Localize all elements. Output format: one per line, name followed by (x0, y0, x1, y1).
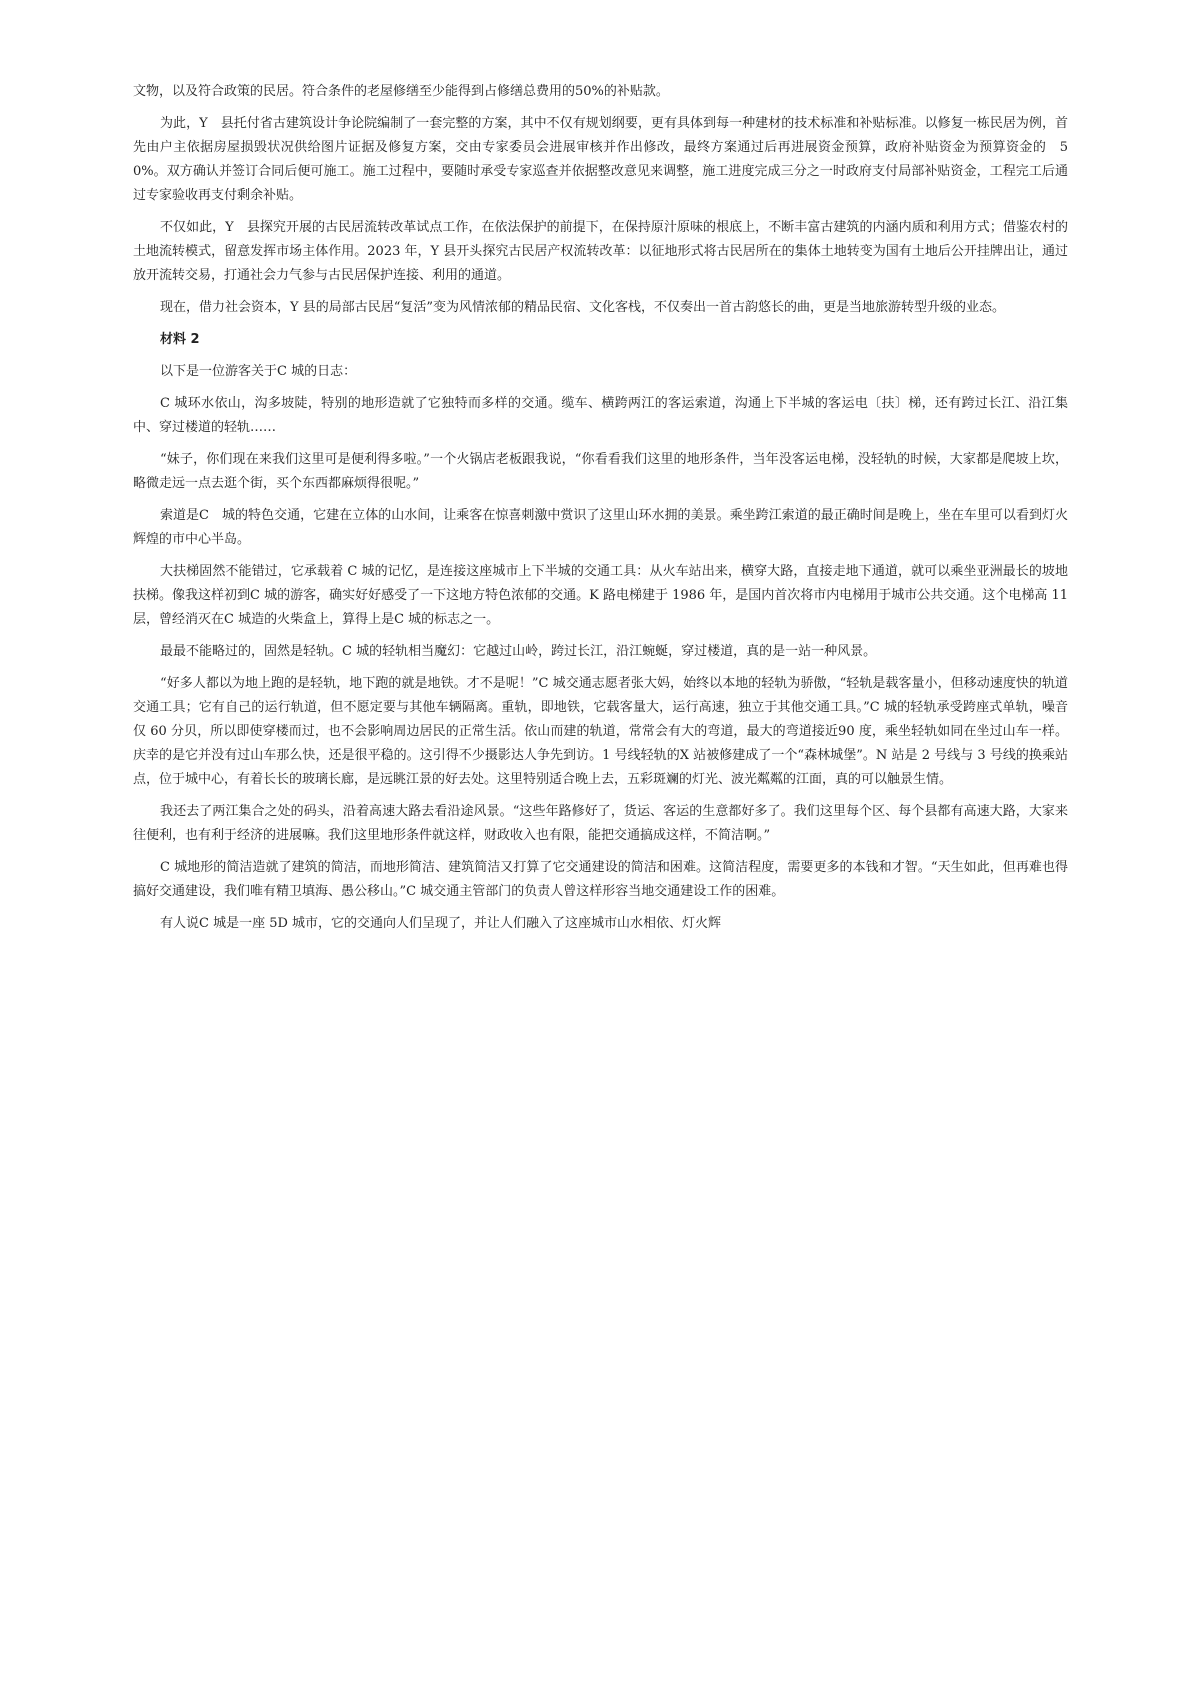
paragraph: 我还去了两江集合之处的码头，沿着高速大路去看沿途风景。“这些年路修好了，货运、客运的生意都好多了。我们这里每个区、每个县都有高速大路，大家来往便利，也有利于经济的进展嘛。我们这里地形条件就这样，财政收入也有限，能把交通搞成这样，不简洁啊。” (133, 804, 1068, 843)
paragraph: 不仅如此，Y 县探究开展的古民居流转改革试点工作，在依法保护的前提下，在保持原汁原味的根底上，不断丰富古建筑的内涵内质和利用方式；借鉴农村的土地流转模式，留意发挥市场主体作用。2023 年，Y 县开头探究古民居产权流转改革：以征地形式将古民居所在的集体土地转变为国有土地后公开挂牌出让，通过放开流转交易，打通社会力气参与古民居保护连接、利用的通道。 (133, 220, 1068, 283)
section-heading: 材料 2 (160, 332, 200, 347)
paragraph: 大扶梯固然不能错过，它承载着 C 城的记忆，是连接这座城市上下半城的交通工具：从火车站出来，横穿大路，直接走地下通道，就可以乘坐亚洲最长的坡地扶梯。像我这样初到C 城的游客，确实好好感受了一下这地方特色浓郁的交通。K 路电梯建于 1986 年，是国内首次将市内电梯用于城市公共交通。这个电梯高 11 层，曾经消灭在C 城造的火柴盒上，算得上是C 城的标志之一。 (133, 564, 1068, 627)
paragraph: 为此，Y 县托付省古建筑设计争论院编制了一套完整的方案，其中不仅有规划纲要，更有具体到每一种建材的技术标准和补贴标准。以修复一栋民居为例，首先由户主依据房屋损毁状况供给图片证据及修复方案，交由专家委员会进展审核并作出修改，最终方案通过后再进展资金预算，政府补贴资金为预算资金的 50%。双方确认并签订合同后便可施工。施工过程中，要随时承受专家巡查并依据整改意见来调整，施工进度完成三分之一时政府支付局部补贴资金，工程完工后通过专家验收再支付剩余补贴。 (133, 116, 1068, 203)
paragraph: 文物，以及符合政策的民居。符合条件的老屋修缮至少能得到占修缮总费用的50%的补贴款。 (133, 84, 669, 99)
document-body (133, 80, 1068, 944)
paragraph: 以下是一位游客关于C 城的日志： (160, 364, 357, 379)
paragraph: 有人说C 城是一座 5D 城市，它的交通向人们呈现了，并让人们融入了这座城市山水相依、灯火辉 (160, 916, 722, 931)
paragraph: 最最不能略过的，固然是轻轨。C 城的轻轨相当魔幻：它越过山岭，跨过长江，沿江蜿蜒，穿过楼道，真的是一站一种风景。 (160, 644, 877, 659)
paragraph: 现在，借力社会资本，Y 县的局部古民居“复活”变为风情浓郁的精品民宿、文化客栈，不仅奏出一首古韵悠长的曲，更是当地旅游转型升级的业态。 (160, 300, 1006, 315)
paragraph: “好多人都以为地上跑的是轻轨，地下跑的就是地铁。才不是呢！”C 城交通志愿者张大妈，始终以本地的轻轨为骄傲，“轻轨是载客量小，但移动速度快的轨道交通工具；它有自己的运行轨道，但不愿定要与其他车辆隔离。重轨，即地铁，它载客量大，运行高速，独立于其他交通工具。”C 城的轻轨承受跨座式单轨，噪音仅 60 分贝，所以即使穿楼而过，也不会影响周边居民的正常生活。依山而建的轨道，常常会有大的弯道，最大的弯道接近90 度，乘坐轻轨如同在坐过山车一样。庆幸的是它并没有过山车那么快，还是很平稳的。这引得不少摄影达人争先到访。1 号线轻轨的X 站被修建成了一个“森林城堡”。N 站是 2 号线与 3 号线的换乘站点，位于城中心，有着长长的玻璃长廊，是远眺江景的好去处。这里特别适合晚上去，五彩斑斓的灯光、波光粼粼的江面，真的可以触景生情。 (133, 676, 1068, 787)
paragraph: C 城地形的简洁造就了建筑的简洁，而地形简洁、建筑简洁又打算了它交通建设的简洁和困难。这简洁程度，需要更多的本钱和才智。“天生如此，但再难也得搞好交通建设，我们唯有精卫填海、愚公移山。”C 城交通主管部门的负责人曾这样形容当地交通建设工作的困难。 (133, 860, 1068, 899)
paragraph: “妹子，你们现在来我们这里可是便利得多啦。”一个火锅店老板跟我说，“你看看我们这里的地形条件，当年没客运电梯，没轻轨的时候，大家都是爬坡上坎，略微走远一点去逛个街，买个东西都麻烦得很呢。” (133, 452, 1068, 491)
paragraph: C 城环水依山，沟多坡陡，特别的地形造就了它独特而多样的交通。缆车、横跨两江的客运索道，沟通上下半城的客运电〔扶〕梯，还有跨过长江、沿江集中、穿过楼道的轻轨…… (133, 396, 1068, 435)
paragraph: 索道是C 城的特色交通，它建在立体的山水间，让乘客在惊喜刺激中赏识了这里山环水拥的美景。乘坐跨江索道的最正确时间是晚上，坐在车里可以看到灯火辉煌的市中心半岛。 (133, 508, 1068, 547)
